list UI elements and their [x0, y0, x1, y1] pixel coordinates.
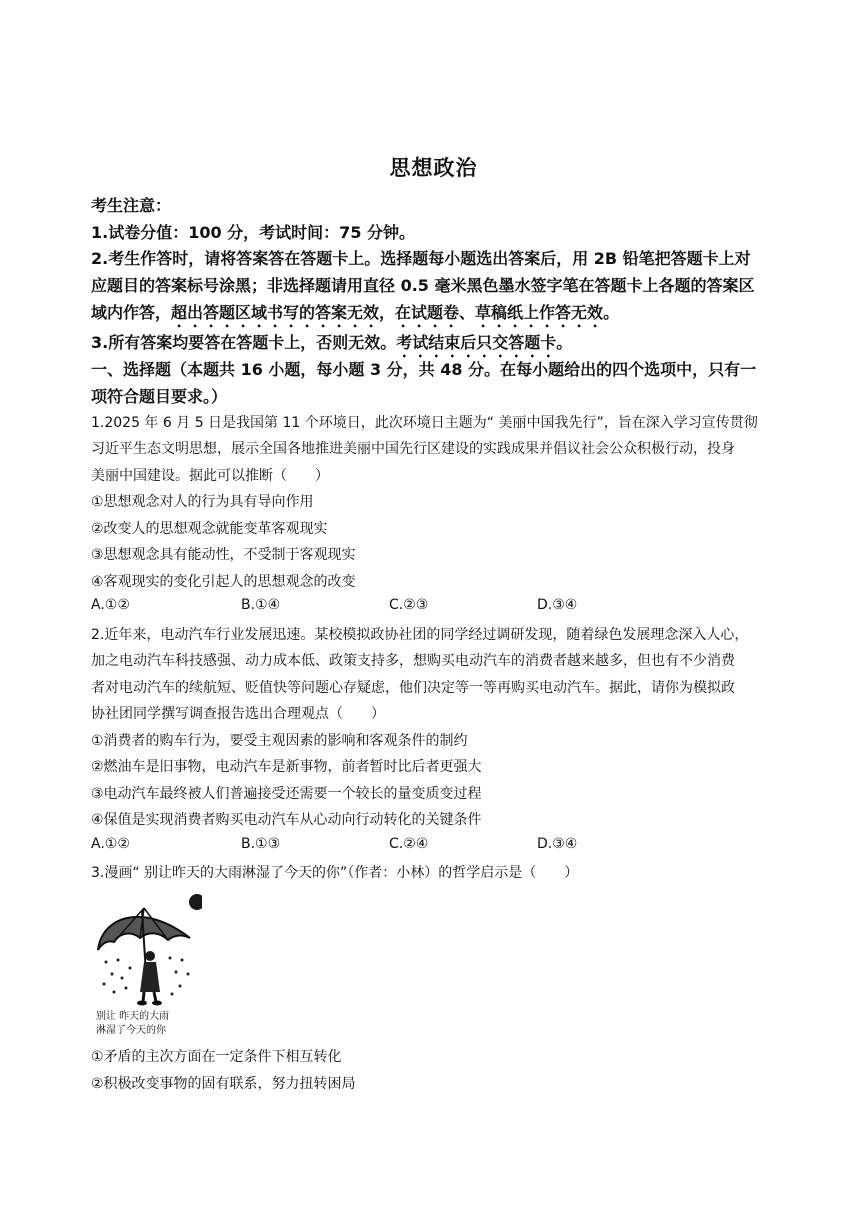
q1-option-d[interactable]: D.③④ [537, 597, 578, 613]
notice-line-2b: 应题目的答案标号涂黑；非选择题请用直径 0.5 毫米黑色墨水签字笔在答题卡上各题的答案区 [91, 276, 755, 295]
cartoon-caption-line-1: 别让 昨天的大雨 [96, 1011, 170, 1022]
q3-statement-2: ②积极改变事物的固有联系，努力扭转困局 [91, 1076, 356, 1092]
q2-option-d[interactable]: D.③④ [537, 836, 578, 852]
umbrella-cartoon-image [92, 888, 202, 1036]
section-heading-line-2: 项符合题目要求。） [91, 387, 228, 406]
notice-line-3-post: 。 [556, 333, 573, 352]
notice-heading: 考生注意： [91, 196, 172, 215]
q1-option-b[interactable]: B.①④ [241, 597, 281, 613]
notice-line-1: 1.试卷分值：100 分，考试时间：75 分钟。 [91, 223, 416, 242]
notice-line-2c-mid: ， [379, 303, 396, 322]
q1-stem-line-3: 美丽中国建设。据此可以推断（ ） [91, 468, 329, 484]
q1-statement-2: ②改变人的思想观念就能变革客观现实 [91, 521, 328, 537]
q2-option-b[interactable]: B.①③ [241, 836, 281, 852]
emphasis-text-1: 超出答题区域书写的答案无效 [171, 303, 380, 322]
q2-option-a[interactable]: A.①② [91, 836, 130, 852]
notice-line-2c [91, 300, 619, 331]
q2-statement-4: ④保值是实现消费者购买电动汽车从心动向行动转化的关键条件 [91, 812, 482, 828]
q3-statement-1: ①矛盾的主次方面在一定条件下相互转化 [91, 1049, 342, 1065]
q1-statement-4: ④客观现实的变化引起人的思想观念的改变 [91, 574, 356, 590]
q2-stem-line-4: 协社团同学撰写调查报告选出合理观点（ ） [91, 706, 385, 722]
q2-stem-line-1: 2.近年来，电动汽车行业发展迅速。某校模拟政协社团的同学经过调研发现，随着绿色发展理念深入人心， [91, 627, 749, 643]
q1-option-c[interactable]: C.②③ [389, 597, 429, 613]
notice-line-2c-post: 。 [603, 303, 620, 322]
person-body [140, 962, 160, 992]
q2-statement-1: ①消费者的购车行为，要受主观因素的影响和客观条件的制约 [91, 733, 468, 749]
q1-statement-1: ①思想观念对人的行为具有导向作用 [91, 494, 314, 510]
person-head [145, 951, 155, 961]
q3-stem: 3.漫画“ 别让昨天的大雨淋湿了今天的你”（作者：小林）的哲学启示是（ ） [91, 865, 579, 881]
cloud-blot [189, 894, 202, 910]
page-title: 思想政治 [389, 156, 478, 180]
q1-statement-3: ③思想观念具有能动性，不受制于客观现实 [91, 547, 356, 563]
notice-line-2a: 2.考生作答时，请将答案答在答题卡上。选择题每小题选出答案后，用 2B 铅笔把答题卡上对 [91, 249, 751, 268]
q2-stem-line-2: 加之电动汽车科技感强、动力成本低、政策支持多，想购买电动汽车的消费者越来越多，但也有不少消费 [91, 653, 735, 669]
q1-stem-line-1: 1.2025 年 6 月 5 日是我国第 11 个环境日，此次环境日主题为“ 美丽中国我先行”，旨在深入学习宣传贯彻 [91, 415, 758, 431]
q2-stem-line-3: 者对电动汽车的续航短、贬值快等问题心存疑虑，他们决定等一等再购买电动汽车。据此，请你为模拟政 [91, 680, 735, 696]
q1-option-a[interactable]: A.①② [91, 597, 130, 613]
section-heading-line-1: 一、选择题（本题共 16 小题，每小题 3 分，共 48 分。在每小题给出的四个选项中，只有一 [91, 360, 757, 379]
emphasis-text-3: 考试结束后只交答题卡 [396, 333, 557, 352]
q1-stem-line-2: 习近平生态文明思想，展示全国各地推进美丽中国先行区建设的实践成果并倡议社会公众积极行动，投身 [91, 441, 735, 457]
q2-statement-3: ③电动汽车最终被人们普遍接受还需要一个较长的量变质变过程 [91, 786, 482, 802]
cartoon-caption-line-2: 淋湿了今天的你 [96, 1025, 166, 1036]
q2-option-c[interactable]: C.②④ [389, 836, 429, 852]
notice-line-3-pre: 3.所有答案均要答在答题卡上，否则无效。 [91, 333, 397, 352]
q2-statement-2: ②燃油车是旧事物，电动汽车是新事物，前者暂时比后者更强大 [91, 759, 482, 775]
emphasis-text-2: 在试题卷、草稿纸上作答无效 [395, 303, 604, 322]
notice-line-2c-pre: 域内作答， [91, 303, 172, 322]
